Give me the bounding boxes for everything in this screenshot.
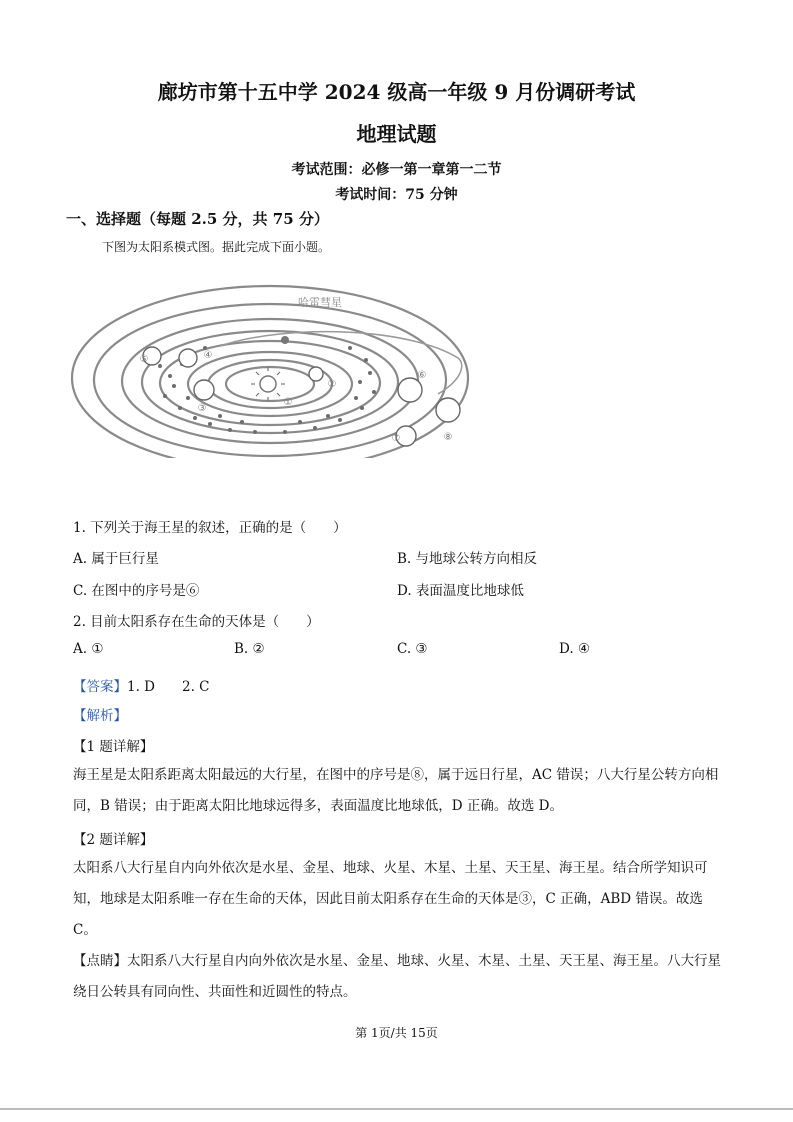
exam-time: 考试时间：75 分钟 [335, 187, 458, 203]
marker-5: ⑤ [139, 354, 149, 365]
answer-values: 1. D 2. C [127, 679, 210, 695]
subject-title: 地理试题 [356, 122, 437, 146]
q1-option-a: A. 属于巨行星 [73, 551, 159, 567]
q2-detail-text: 太阳系八大行星自内向外依次是水星、金星、地球、火星、木星、土星、天王星、海王星。结合所学知识可知，地球是太阳系唯一存在生命的天体，因此目前太阳系存在生命的天体是③，C 正确，ABD 错误。故选 C。 [73, 860, 708, 938]
marker-2: ② [327, 379, 337, 390]
tip-text: 太阳系八大行星自内向外依次是水星、金星、地球、火星、木星、土星、天王星、海王星。八大行星绕日公转具有同向性、共面性和近圆性的特点。 [73, 953, 721, 1000]
question-1-stem: 1. 下列关于海王星的叙述，正确的是（ ） [73, 520, 347, 536]
marker-7: ⑦ [391, 433, 401, 444]
figure-intro: 下图为太阳系模式图。据此完成下面小题。 [102, 240, 331, 254]
sun-icon [251, 367, 285, 401]
q2-option-d: D. ④ [559, 641, 591, 657]
q2-option-a: A. ① [73, 641, 104, 657]
analysis-tag: 【解析】 [73, 708, 127, 724]
solar-system-figure [70, 268, 470, 458]
q2-option-c: C. ③ [397, 641, 428, 657]
q1-option-d: D. 表面温度比地球低 [397, 583, 524, 599]
marker-8: ⑧ [443, 432, 453, 443]
page-number: 第 1页/共 15页 [355, 1026, 438, 1040]
marker-3: ③ [197, 403, 207, 414]
q1-detail-heading: 【1 题详解】 [73, 739, 154, 755]
q1-option-b: B. 与地球公转方向相反 [397, 551, 538, 567]
exam-title: 廊坊市第十五中学 2024 级高一年级 9 月份调研考试 [157, 80, 636, 104]
bottom-divider [0, 1108, 793, 1110]
q1-detail-text: 海王星是太阳系距离太阳最远的大行星，在图中的序号是⑧，属于远日行星，AC 错误；八大行星公转方向相同，B 错误；由于距离太阳比地球远得多，表面温度比地球低，D 正确。故选 D。 [73, 767, 719, 814]
marker-1: ① [283, 397, 293, 408]
comet-label: 哈雷彗星 [298, 296, 342, 309]
answer-tag: 【答案】 [73, 679, 127, 695]
tip-tag: 【点睛】 [73, 953, 127, 969]
answer-line [73, 675, 210, 695]
question-2-stem: 2. 目前太阳系存在生命的天体是（ ） [73, 614, 320, 630]
q2-option-b: B. ② [234, 641, 265, 657]
marker-4: ④ [203, 350, 213, 361]
q1-option-c: C. 在图中的序号是⑥ [73, 583, 200, 599]
tip-paragraph [73, 946, 723, 1008]
marker-6: ⑥ [417, 370, 427, 381]
exam-scope: 考试范围：必修一第一章第一二节 [291, 162, 502, 178]
q2-detail-heading: 【2 题详解】 [73, 832, 154, 848]
section-heading: 一、选择题（每题 2.5 分，共 75 分） [66, 210, 329, 228]
comet-icon [281, 336, 289, 344]
